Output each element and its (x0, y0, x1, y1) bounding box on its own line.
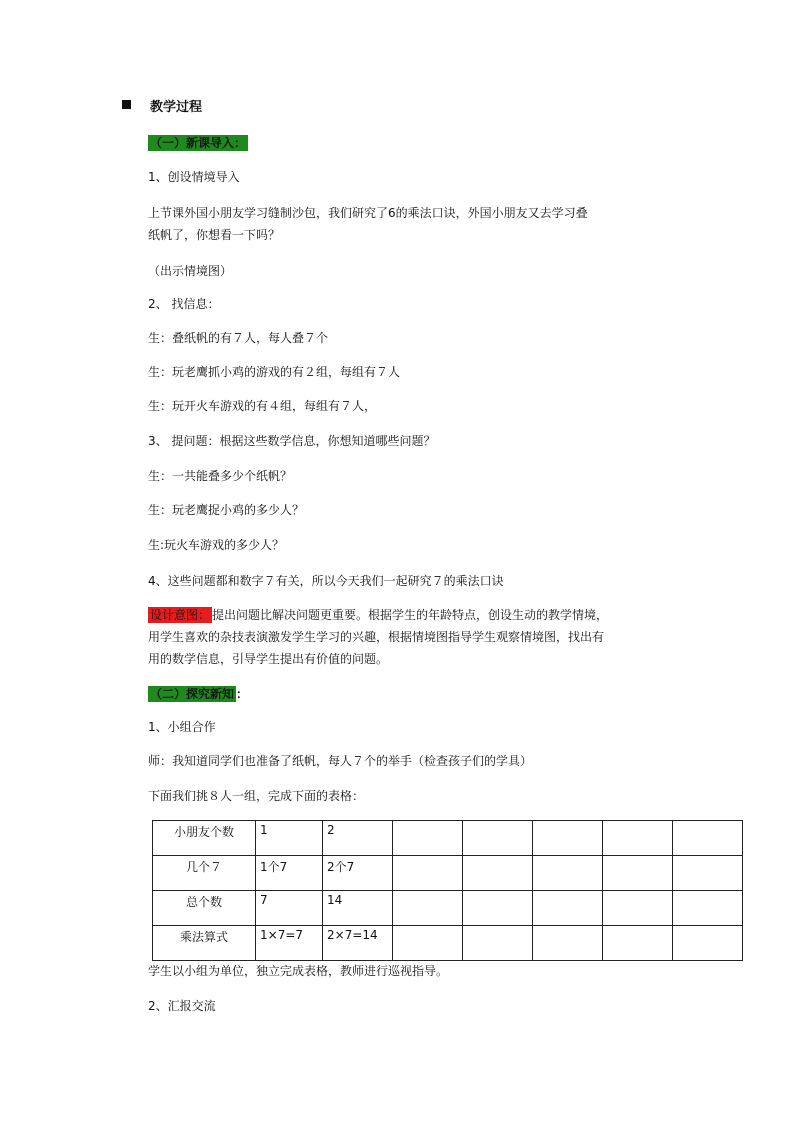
after-table-note: 学生以小组为单位，独立完成表格，教师进行巡视指导。 (148, 964, 449, 978)
table-row (153, 821, 743, 856)
s3-title: 3、 提问题：根据这些数学信息，你想知道哪些问题？ (148, 434, 436, 448)
table-cell: 1×7=7 (256, 926, 323, 961)
design-line1: 提出问题比解决问题更重要。根据学生的年龄特点，创设生动的教学情境， (212, 608, 609, 622)
table-cell: 14 (323, 891, 393, 926)
design-label: 设计意图： (150, 608, 211, 622)
p2-s1-title: 1、小组合作 (148, 720, 216, 734)
table-cell: 2 (323, 821, 393, 856)
table-cell (463, 891, 533, 926)
s3-line-1: 生：一共能叠多少个纸帆？ (148, 469, 293, 483)
row-header: 总个数 (153, 891, 256, 926)
table-cell (673, 926, 743, 961)
s2-title: 2、 找信息： (148, 297, 220, 311)
part1-label-wrap (148, 134, 248, 151)
table-cell (463, 856, 533, 891)
table-cell (463, 926, 533, 961)
table-cell (393, 821, 463, 856)
s1-para-line2: 纸帆了，你想看一下吗？ (148, 228, 281, 242)
table-cell (533, 821, 603, 856)
table-cell: 7 (256, 891, 323, 926)
part2-colon: ： (236, 687, 249, 701)
s3-line-2: 生：玩老鹰捉小鸡的多少人？ (148, 503, 305, 517)
s2-line-1: 生：叠纸帆的有７人，每人叠７个 (148, 331, 329, 345)
p2-instruction: 下面我们挑８人一组，完成下面的表格： (148, 789, 365, 803)
p2-teacher-line: 师：我知道同学们也准备了纸帆，每人７个的举手（检查孩子们的学具） (148, 754, 533, 768)
table-cell (603, 821, 673, 856)
table-cell (673, 856, 743, 891)
table-cell: 1 (256, 821, 323, 856)
design-line2: 用学生喜欢的杂技表演激发学生学习的兴趣，根据情境图指导学生观察情境图，找出有 (148, 630, 605, 644)
table-row (153, 926, 743, 961)
s3-line-3: 生:玩火车游戏的多少人？ (148, 538, 285, 552)
table-cell (463, 821, 533, 856)
table-cell (393, 926, 463, 961)
table-cell (393, 856, 463, 891)
table-cell: 2个7 (323, 856, 393, 891)
section-heading: 教学过程 (150, 100, 203, 115)
table-row (153, 856, 743, 891)
s1-para-line1: 上节课外国小朋友学习缝制沙包，我们研究了6的乘法口诀，外国小朋友又去学习叠 (148, 206, 588, 220)
table-cell (603, 891, 673, 926)
table-cell: 1个7 (256, 856, 323, 891)
table-cell (533, 891, 603, 926)
s2-line-2: 生：玩老鹰抓小鸡的游戏的有２组，每组有７人 (148, 365, 401, 379)
s1-title: 1、创设情境导入 (148, 170, 240, 184)
row-header: 几个７ (153, 856, 256, 891)
s2-line-3: 生：玩开火车游戏的有４组，每组有７人， (148, 399, 377, 413)
s1-show: （出示情境图） (148, 264, 233, 278)
table-cell (393, 891, 463, 926)
table-cell (603, 926, 673, 961)
design-line1-wrap (148, 606, 608, 623)
design-line3: 用的数学信息，引导学生提出有价值的问题。 (148, 652, 389, 666)
row-header: 乘法算式 (153, 926, 256, 961)
square-bullet-icon (122, 100, 131, 109)
part2-label: （二）探究新知 (150, 687, 235, 701)
table-cell (673, 821, 743, 856)
row-header: 小朋友个数 (153, 821, 256, 856)
p2-s2-title: 2、汇报交流 (148, 999, 216, 1013)
multiplication-table (152, 820, 743, 961)
part1-label: （一）新课导入： (150, 136, 247, 150)
table-cell (603, 856, 673, 891)
table-cell: 2×7=14 (323, 926, 393, 961)
table-cell (533, 856, 603, 891)
table-row (153, 891, 743, 926)
part2-label-wrap (148, 685, 248, 702)
table-cell (673, 891, 743, 926)
table-cell (533, 926, 603, 961)
s4-title: 4、这些问题都和数字７有关，所以今天我们一起研究７的乘法口诀 (148, 574, 504, 588)
